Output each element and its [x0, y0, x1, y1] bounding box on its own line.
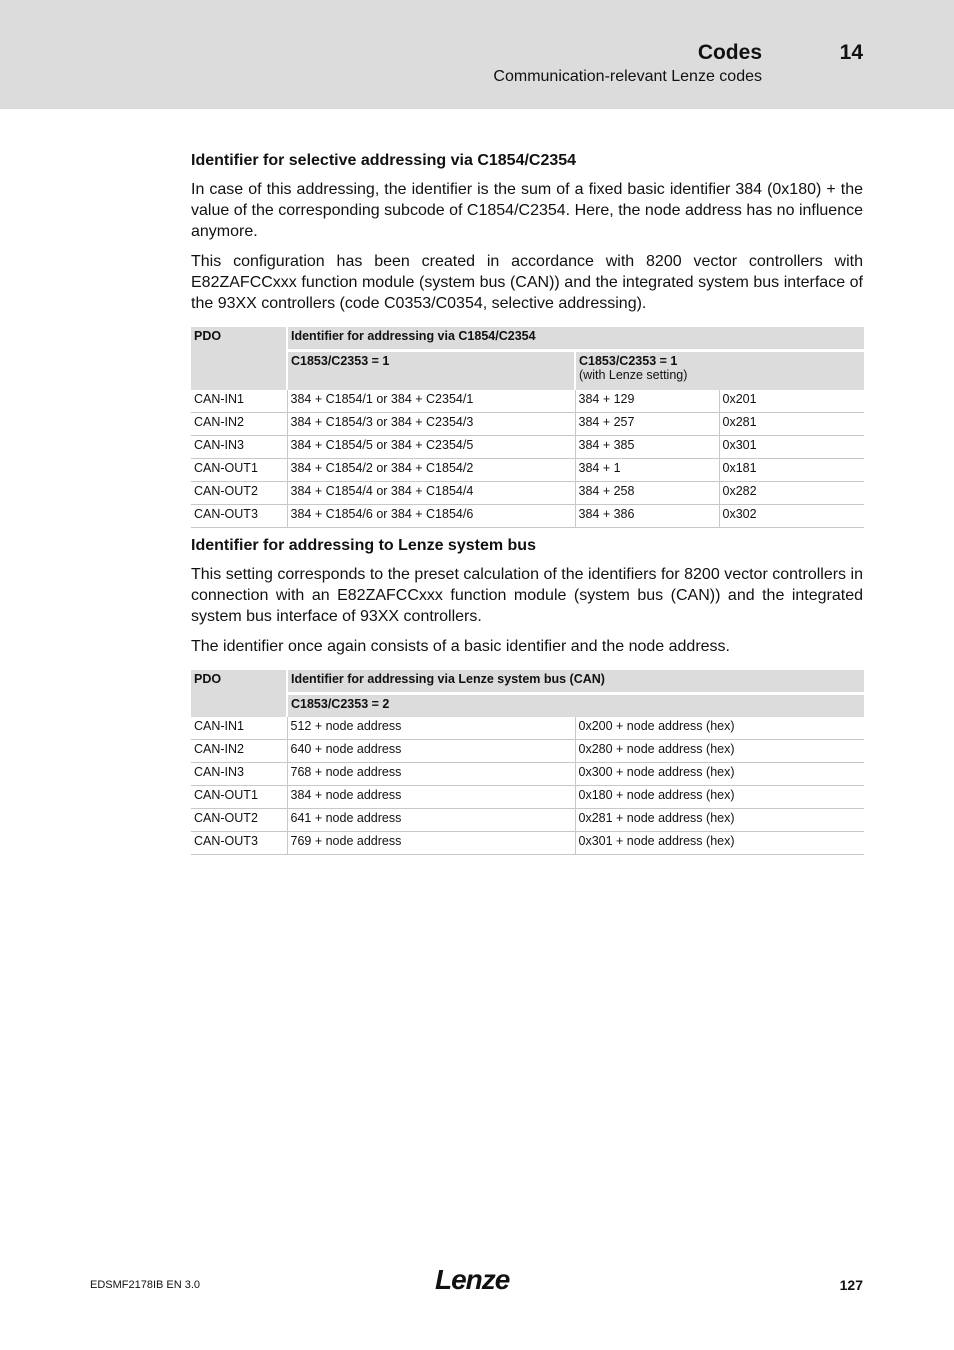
cell-hex: 0x301 + node address (hex): [575, 832, 864, 855]
cell-pdo: CAN-OUT3: [191, 505, 287, 528]
cell-formula: 384 + C1854/4 or 384 + C1854/4: [287, 482, 575, 505]
page-header: [0, 0, 954, 109]
cell-formula: 768 + node address: [287, 763, 575, 786]
cell-formula: 769 + node address: [287, 832, 575, 855]
page-number: 127: [839, 1277, 863, 1293]
table-row: [191, 740, 864, 763]
column-header-identifier: Identifier for addressing via Lenze system bus (CAN): [287, 670, 864, 694]
subheader-setting: C1853/C2353 = 2: [287, 694, 864, 718]
paragraph: The identifier once again consists of a basic identifier and the node address.: [191, 638, 730, 655]
table-row: [191, 717, 864, 740]
cell-value: 384 + 1: [575, 459, 719, 482]
cell-pdo: CAN-OUT2: [191, 809, 287, 832]
cell-hex: 0x201: [719, 390, 864, 413]
cell-hex: 0x302: [719, 505, 864, 528]
cell-formula: 640 + node address: [287, 740, 575, 763]
identifier-table-system-bus: [191, 670, 864, 855]
cell-pdo: CAN-IN2: [191, 413, 287, 436]
cell-formula: 384 + C1854/3 or 384 + C2354/3: [287, 413, 575, 436]
cell-formula: 384 + C1854/6 or 384 + C1854/6: [287, 505, 575, 528]
cell-formula: 641 + node address: [287, 809, 575, 832]
section-heading: Identifier for addressing to Lenze system bus: [191, 537, 536, 554]
cell-hex: 0x300 + node address (hex): [575, 763, 864, 786]
lenze-logo-mark: [435, 1263, 515, 1295]
cell-hex: 0x281 + node address (hex): [575, 809, 864, 832]
cell-value: 384 + 129: [575, 390, 719, 413]
cell-pdo: CAN-OUT1: [191, 459, 287, 482]
subheader-setting-b-note: (with Lenze setting): [579, 368, 688, 382]
column-header-pdo: PDO: [191, 327, 287, 390]
cell-hex: 0x180 + node address (hex): [575, 786, 864, 809]
cell-value: 384 + 385: [575, 436, 719, 459]
table-row: [191, 413, 864, 436]
identifier-table-selective: [191, 327, 864, 528]
chapter-subtitle: Communication-relevant Lenze codes: [493, 68, 762, 85]
table-row: [191, 786, 864, 809]
paragraph: In case of this addressing, the identifier is the sum of a fixed basic identifier 384 (0x180) + the value of the corresponding subcode of C1854/C2354. Here, the node address has no influence anymore.: [191, 181, 863, 240]
cell-pdo: CAN-OUT2: [191, 482, 287, 505]
cell-hex: 0x282: [719, 482, 864, 505]
section-heading: Identifier for selective addressing via C1854/C2354: [191, 152, 577, 169]
chapter-number: 14: [839, 41, 863, 64]
section-system-bus-addressing: [191, 537, 863, 855]
lenze-logo: [435, 1263, 515, 1300]
cell-pdo: CAN-IN3: [191, 436, 287, 459]
cell-formula: 384 + node address: [287, 786, 575, 809]
cell-hex: 0x301: [719, 436, 864, 459]
cell-pdo: CAN-IN1: [191, 717, 287, 740]
cell-pdo: CAN-IN3: [191, 763, 287, 786]
table-row: [191, 832, 864, 855]
cell-value: 384 + 257: [575, 413, 719, 436]
cell-pdo: CAN-OUT3: [191, 832, 287, 855]
cell-value: 384 + 258: [575, 482, 719, 505]
column-header-pdo: PDO: [191, 670, 287, 717]
cell-formula: 384 + C1854/1 or 384 + C2354/1: [287, 390, 575, 413]
table-row: [191, 390, 864, 413]
subheader-setting-b: [575, 351, 864, 391]
table-row: [191, 763, 864, 786]
cell-value: 384 + 386: [575, 505, 719, 528]
cell-hex: 0x181: [719, 459, 864, 482]
table-row: [191, 482, 864, 505]
cell-pdo: CAN-IN1: [191, 390, 287, 413]
document-id: EDSMF2178IB EN 3.0: [90, 1279, 201, 1291]
paragraph: This setting corresponds to the preset calculation of the identifiers for 8200 vector controllers in connection with an E82ZAFCCxxx function module (system bus (CAN)) and the integrated system bus interface of 93XX controllers.: [191, 566, 863, 625]
subheader-setting-a: C1853/C2353 = 1: [287, 351, 575, 391]
lenze-logo-text: Lenze: [435, 1264, 510, 1295]
table-row: [191, 505, 864, 528]
cell-hex: 0x200 + node address (hex): [575, 717, 864, 740]
chapter-title: Codes: [697, 41, 762, 64]
table-row: [191, 459, 864, 482]
cell-pdo: CAN-IN2: [191, 740, 287, 763]
cell-formula: 512 + node address: [287, 717, 575, 740]
paragraph: This configuration has been created in accordance with 8200 vector controllers with E82ZAFCCxxx function module (system bus (CAN)) and the integrated system bus interface of the 93XX controllers (code C0353/C0354, selective addressing).: [191, 253, 863, 312]
section-selective-addressing: [191, 152, 863, 528]
cell-hex: 0x280 + node address (hex): [575, 740, 864, 763]
table-row: [191, 809, 864, 832]
cell-formula: 384 + C1854/5 or 384 + C2354/5: [287, 436, 575, 459]
cell-hex: 0x281: [719, 413, 864, 436]
subheader-setting-b-label: C1853/C2353 = 1: [579, 354, 678, 368]
cell-pdo: CAN-OUT1: [191, 786, 287, 809]
cell-formula: 384 + C1854/2 or 384 + C1854/2: [287, 459, 575, 482]
column-header-identifier: Identifier for addressing via C1854/C2354: [287, 327, 864, 351]
table-row: [191, 436, 864, 459]
